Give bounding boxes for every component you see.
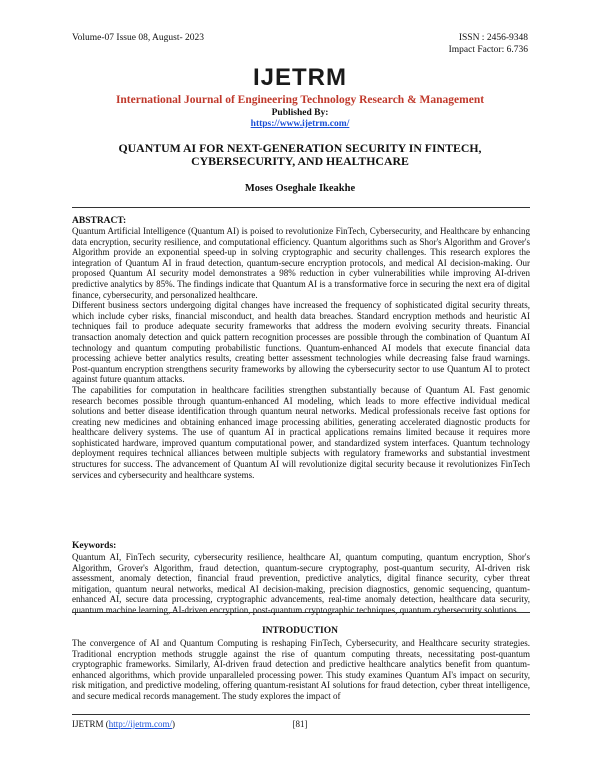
abstract-body [72, 226, 530, 480]
introduction-heading: INTRODUCTION [261, 626, 338, 636]
abstract-paragraph: The capabilities for computation in healthcare facilities strengthen substantially because of Quantum AI. Fast genomic research becomes possible through quantum-enhanced AI modeling, which leads to more effective individual medical solutions and better disease identification through quantum neural networks. Medical professionals receive fast options for creating new medicines and obtaining enhanced image processing abilities, generating accelerated diagnostic products for healthcare delivery systems. The use of quantum AI in practical applications remains limited because it requires more sophisticated hardware, improved quantum computational power, and standardized system interfaces. Quantum technology deployment requires technical alliances between multiple subjects with regulatory frameworks and substantial investment structures for success. The advancement of Quantum AI will revolutionize digital security because it revolutionizes FinTech services and cybersecurity and healthcare systems. [72, 384, 530, 480]
introduction-body: The convergence of AI and Quantum Computing is reshaping FinTech, Cybersecurity, and Healthcare security strategies. Traditional encryption methods struggle against the rise of quantum computing threats, necessitating post-quantum cryptographic frameworks. Similarly, AI-driven fraud detection and predictive healthcare analytics benefit from quantum-enhanced algorithms, which provide unparalleled processing power. This study examines Quantum AI's impact on security, risk mitigation, and predictive modeling, offering quantum-resistant AI solutions for fraud detection, cyber threat intelligence, and secure medical records management. The study explores the impact of [72, 638, 530, 701]
published-by: Published By: [271, 108, 329, 118]
page-number: [81] [292, 719, 308, 729]
keywords-body: Quantum AI, FinTech security, cybersecurity resilience, healthcare AI, quantum computing, quantum encryption, Shor's Algorithm, Grover's Algorithm, fraud detection, quantum-secure cryptography, post-quantum security, AI-driven risk assessment, anomaly detection, financial fraud prevention, predictive analytics, digital finance security, cyber threat mitigation, quantum neural networks, medical AI decision-making, precision diagnostics, genomic sequencing, quantum-enhanced AI, secure data processing, cryptographic advancements, real-time anomaly detection, healthcare data security, quantum machine learning, AI-driven encryption, post-quantum cryptographic techniques, quantum cybersecurity solutions. [72, 552, 530, 615]
abstract-paragraph: Different business sectors undergoing digital changes have increased the frequency of sophisticated digital security threats, which include cyber risks, financial misconduct, and health data breaches. Standard encryption methods and heuristic AI techniques fail to produce adequate security frameworks that address the modern evolving security threats. Financial transaction anomaly detection and quick pattern recognition processes are possible through the combination of Quantum AI technology and quantum computing probabilistic functions. Quantum-enhanced AI models that execute financial data processing achieve better analytics results, creating better assessment technologies while decreasing false fraud warnings. Post-quantum encryption strengthens security frameworks by allowing the cybersecurity sector to use Quantum AI to protect against future quantum attacks. [72, 300, 530, 385]
footer-divider [72, 714, 530, 715]
issn: ISSN : 2456-9348 [458, 33, 528, 43]
volume-issue: Volume-07 Issue 08, August- 2023 [72, 33, 205, 43]
divider [72, 612, 530, 613]
impact-factor: Impact Factor: 6.736 [448, 45, 528, 55]
abstract-label: ABSTRACT: [72, 216, 127, 226]
divider [72, 207, 530, 208]
journal-name: International Journal of Engineering Technology Research & Management [115, 94, 485, 106]
footer-journal-abbr: IJETRM ( [72, 719, 109, 729]
author-name: Moses Oseghale Ikeakhe [244, 183, 356, 194]
footer-close: ) [172, 719, 175, 729]
journal-url-link[interactable]: https://www.ijetrm.com/ [250, 119, 350, 129]
abstract-paragraph: Quantum Artificial Intelligence (Quantum AI) is poised to revolutionize FinTech, Cybersecurity, and Healthcare by enhancing data encryption, security resilience, and computational efficiency. Quantum algorithms such as Shor's Algorithm and Grover's Algorithm provide an exponential speed-up in solving cryptographic and security challenges. This research explores the integration of Quantum AI in fraud detection, quantum-secure encryption protocols, and medical AI decision-making. Our proposed Quantum AI security model demonstrates a 98% reduction in cyber vulnerabilities while improving AI-driven predictive analytics by 85%. The findings indicate that Quantum AI is a transformative force in securing the next era of digital finance, cybersecurity, and personalized healthcare. [72, 226, 530, 300]
footer-url-link[interactable]: http://ijetrm.com/ [108, 719, 172, 729]
journal-logo: IJETRM [252, 64, 347, 91]
paper-title: QUANTUM AI FOR NEXT-GENERATION SECURITY IN FINTECH, CYBERSECURITY, AND HEALTHCARE [118, 141, 482, 168]
keywords-label: Keywords: [72, 541, 117, 551]
